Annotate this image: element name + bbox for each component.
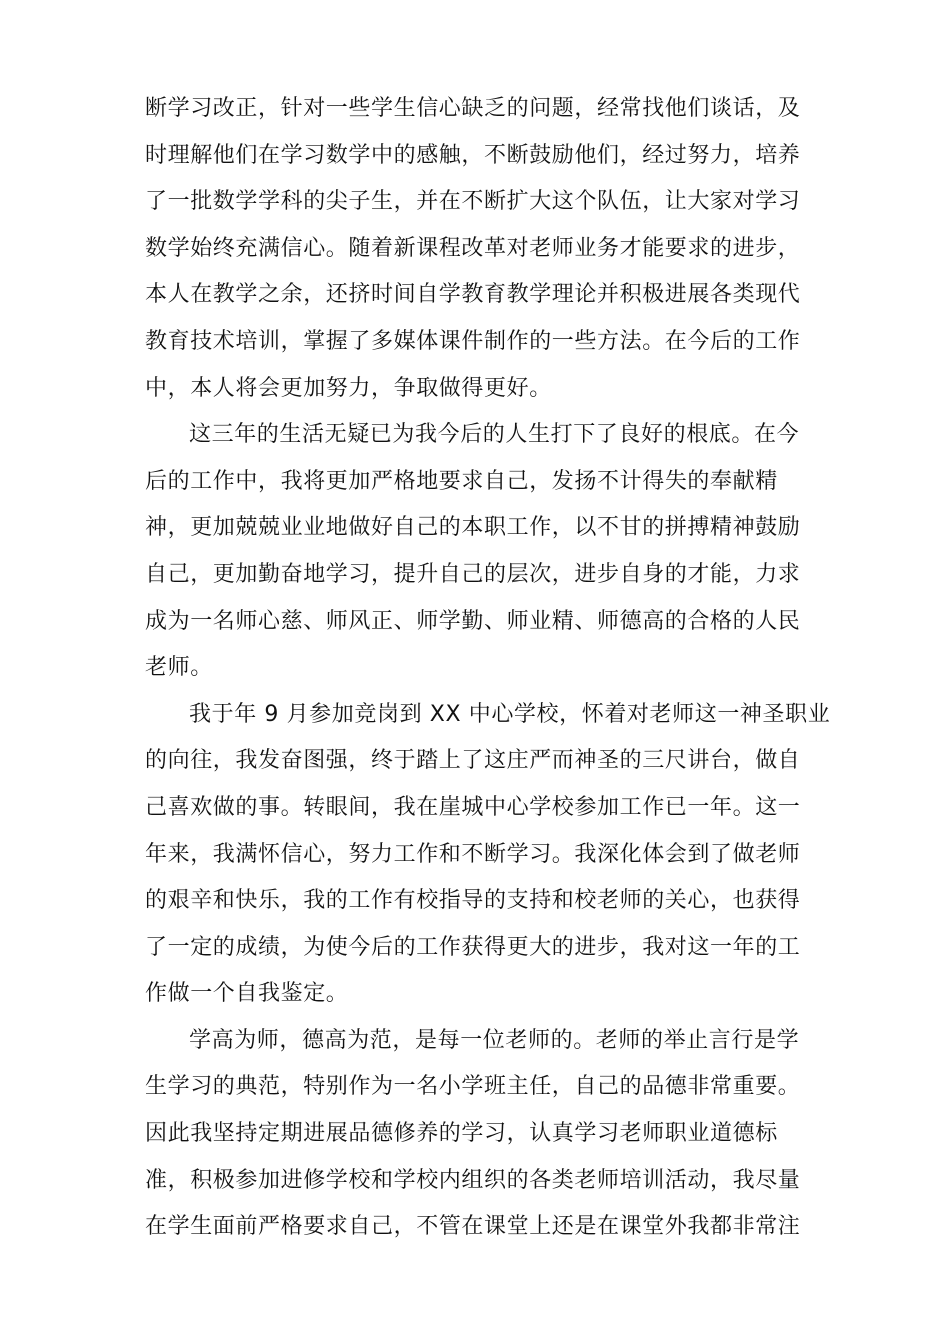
text-line: 年来，我满怀信心，努力工作和不断学习。我深化体会到了做老师 — [145, 841, 801, 867]
text-line: 教育技术培训，掌握了多媒体课件制作的一些方法。在今后的工作 — [145, 328, 801, 354]
text-line: 了一定的成绩，为使今后的工作获得更大的进步，我对这一年的工 — [145, 934, 801, 960]
text-line: 中，本人将会更加努力，争取做得更好。 — [145, 375, 552, 401]
paragraph-2 — [145, 412, 805, 692]
text-line: 学高为师，德高为范，是每一位老师的。老师的举止言行是学 — [189, 1027, 800, 1053]
text-line: 的向往，我发奋图强，终于踏上了这庄严而神圣的三尺讲台，做自 — [145, 748, 801, 774]
paragraph-4 — [145, 1018, 805, 1251]
text-line: 时理解他们在学习数学中的感触，不断鼓励他们，经过努力，培养 — [145, 142, 801, 168]
text-line: 成为一名师心慈、师风正、师学勤、师业精、师德高的合格的人民 — [145, 608, 801, 634]
text-line: 准，积极参加进修学校和学校内组织的各类老师培训活动，我尽量 — [145, 1167, 801, 1193]
text-line: 我于年 9 月参加竞岗到 XX 中心学校，怀着对老师这一神圣职业 — [189, 701, 831, 727]
text-line: 作做一个自我鉴定。 — [145, 981, 349, 1007]
text-line: 老师。 — [145, 655, 213, 681]
text-line: 生学习的典范，特别作为一名小学班主任，自己的品德非常重要。 — [145, 1074, 801, 1100]
paragraph-3 — [145, 692, 831, 1018]
text-line: 后的工作中，我将更加严格地要求自己，发扬不计得失的奉献精 — [145, 468, 778, 494]
document-body — [145, 86, 831, 1251]
text-line: 了一批数学学科的尖子生，并在不断扩大这个队伍，让大家对学习 — [145, 189, 801, 215]
text-line: 数学始终充满信心。随着新课程改革对老师业务才能要求的进步， — [145, 235, 801, 261]
text-line: 因此我坚持定期进展品德修养的学习，认真学习老师职业道德标 — [145, 1121, 778, 1147]
text-line: 这三年的生活无疑已为我今后的人生打下了良好的根底。在今 — [189, 422, 800, 448]
text-line: 断学习改正，针对一些学生信心缺乏的问题，经常找他们谈话，及 — [145, 96, 801, 121]
text-line: 本人在教学之余，还挤时间自学教育教学理论并积极进展各类现代 — [145, 282, 801, 308]
text-line: 自己，更加勤奋地学习，提升自己的层次，进步自身的才能，力求 — [145, 561, 801, 587]
paragraph-1 — [145, 86, 805, 412]
text-line: 己喜欢做的事。转眼间，我在崖城中心学校参加工作已一年。这一 — [145, 794, 801, 820]
text-line: 的艰辛和快乐，我的工作有校指导的支持和校老师的关心，也获得 — [145, 888, 801, 914]
text-line: 神，更加兢兢业业地做好自己的本职工作，以不甘的拼搏精神鼓励 — [145, 515, 801, 541]
text-line: 在学生面前严格要求自己，不管在课堂上还是在课堂外我都非常注 — [145, 1214, 801, 1240]
